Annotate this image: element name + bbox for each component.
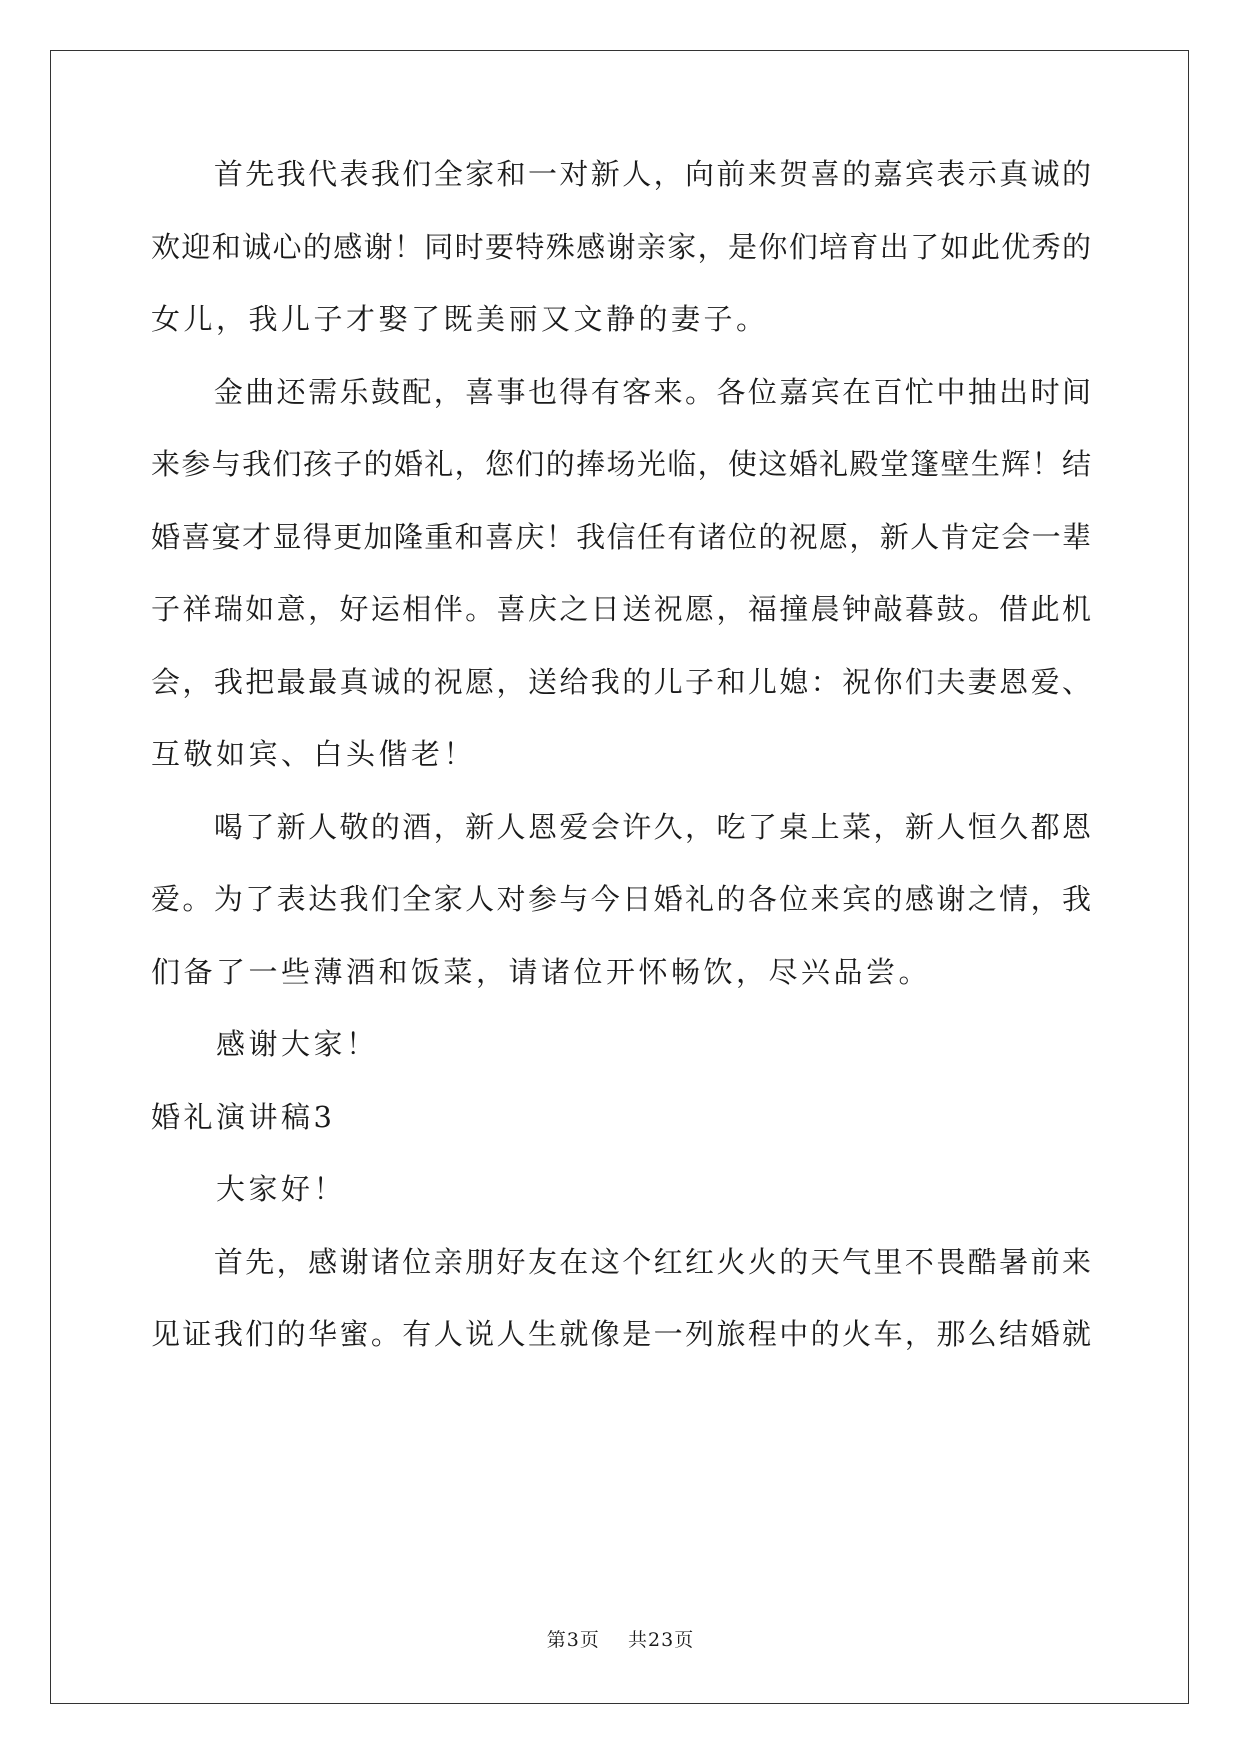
- paragraph-line: 会，我把最最真诚的祝愿，送给我的儿子和儿媳：祝你们夫妻恩爱、: [151, 665, 1091, 699]
- paragraph-line: 见证我们的华蜜。有人说人生就像是一列旅程中的火车，那么结婚就: [151, 1317, 1091, 1351]
- total-pages-label: 共23页: [628, 1629, 695, 1651]
- section-title: 婚礼演讲稿3: [151, 1100, 336, 1134]
- paragraph-line: 女儿，我儿子才娶了既美丽又文静的妻子。: [151, 302, 769, 336]
- paragraph-line: 首先我代表我们全家和一对新人，向前来贺喜的嘉宾表示真诚的: [151, 157, 1091, 191]
- paragraph-line: 们备了一些薄酒和饭菜，请诸位开怀畅饮，尽兴品尝。: [151, 955, 932, 989]
- paragraph-line: 互敬如宾、白头偕老！: [151, 737, 477, 771]
- paragraph-line: 首先，感谢诸位亲朋好友在这个红红火火的天气里不畏酷暑前来: [151, 1245, 1091, 1279]
- paragraph-line: 爱。为了表达我们全家人对参与今日婚礼的各位来宾的感谢之情，我: [151, 882, 1091, 916]
- paragraph-line: 金曲还需乐鼓配，喜事也得有客来。各位嘉宾在百忙中抽出时间: [151, 375, 1091, 409]
- paragraph-line: 大家好！: [151, 1172, 347, 1206]
- current-page-label: 第3页: [546, 1629, 600, 1651]
- paragraph-line: 欢迎和诚心的感谢！同时要特殊感谢亲家，是你们培育出了如此优秀的: [151, 230, 1091, 264]
- page-border: [50, 50, 1189, 1704]
- paragraph-line: 来参与我们孩子的婚礼，您们的捧场光临，使这婚礼殿堂篷壁生辉！结: [151, 447, 1091, 481]
- paragraph-line: 喝了新人敬的酒，新人恩爱会许久，吃了桌上菜，新人恒久都恩: [151, 810, 1091, 844]
- paragraph-line: 感谢大家！: [151, 1027, 379, 1061]
- paragraph-line: 子祥瑞如意，好运相伴。喜庆之日送祝愿，福撞晨钟敲暮鼓。借此机: [151, 592, 1091, 626]
- page-footer: [0, 1628, 1241, 1652]
- paragraph-line: 婚喜宴才显得更加隆重和喜庆！我信任有诸位的祝愿，新人肯定会一辈: [151, 520, 1091, 554]
